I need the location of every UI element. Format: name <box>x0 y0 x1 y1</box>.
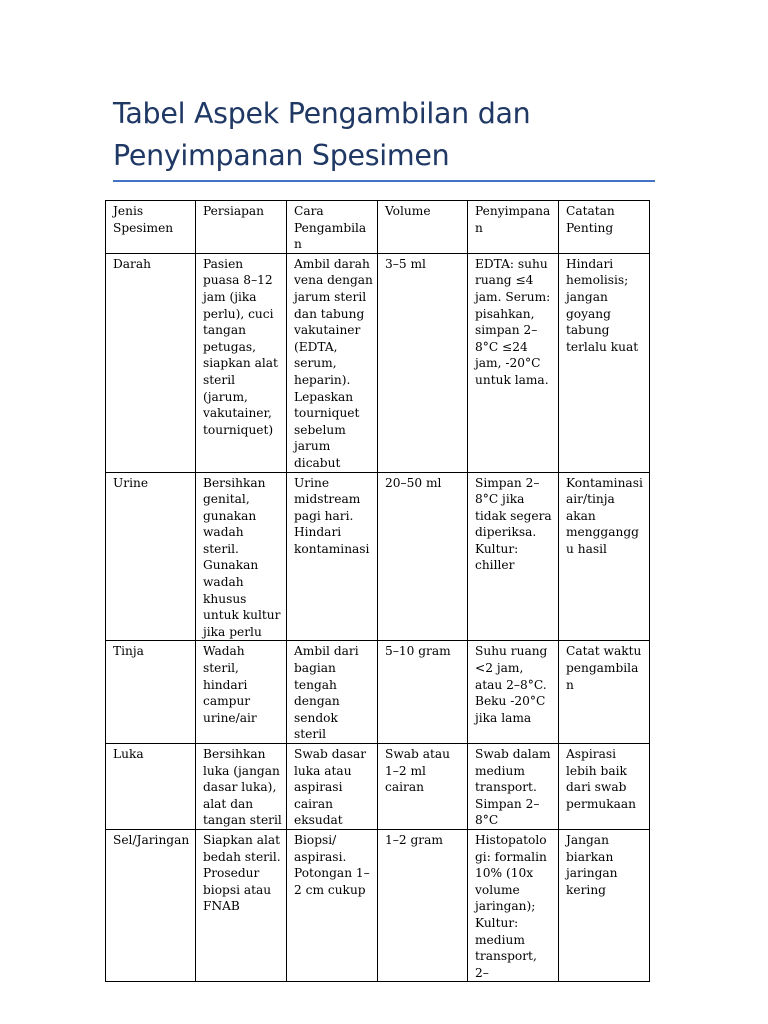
table-cell: Bersihkan genital, gunakan wadah steril. Gunakan wadah khusus untuk kultur jika perlu <box>196 472 287 641</box>
table-cell: 20–50 ml <box>378 472 468 641</box>
table-row <box>106 253 650 472</box>
table-cell: Suhu ruang <2 jam, atau 2–8°C. Beku -20°C jika lama <box>468 641 559 744</box>
header-cell: Penyimpanan <box>468 201 559 254</box>
specimen-table <box>105 200 650 982</box>
header-cell: Cara Pengambilan <box>287 201 378 254</box>
table-cell: Swab dasar luka atau aspirasi cairan eksudat <box>287 744 378 830</box>
table-cell: Aspirasi lebih baik dari swab permukaan <box>559 744 650 830</box>
table-cell: Simpan 2–8°C jika tidak segera diperiksa. Kultur: chiller <box>468 472 559 641</box>
table-cell: Biopsi/ aspirasi. Potongan 1–2 cm cukup <box>287 829 378 981</box>
table-cell: Siapkan alat bedah steril. Prosedur biopsi atau FNAB <box>196 829 287 981</box>
header-cell: Persiapan <box>196 201 287 254</box>
table-cell: 3–5 ml <box>378 253 468 472</box>
table-cell: EDTA: suhu ruang ≤4 jam. Serum: pisahkan, simpan 2–8°C ≤24 jam, -20°C untuk lama. <box>468 253 559 472</box>
table-cell: Histopatologi: formalin 10% (10x volume jaringan); Kultur: medium transport, 2– <box>468 829 559 981</box>
table-row <box>106 744 650 830</box>
table-cell: Ambil dari bagian tengah dengan sendok steril <box>287 641 378 744</box>
table-cell: Catat waktu pengambilan <box>559 641 650 744</box>
table-cell: 5–10 gram <box>378 641 468 744</box>
table-cell: Hindari hemolisis; jangan goyang tabung terlalu kuat <box>559 253 650 472</box>
table-cell: Swab dalam medium transport. Simpan 2–8°C <box>468 744 559 830</box>
table-cell: Luka <box>106 744 196 830</box>
table-cell: Pasien puasa 8–12 jam (jika perlu), cuci tangan petugas, siapkan alat steril (jarum, vakutainer, tourniquet) <box>196 253 287 472</box>
table-cell: Wadah steril, hindari campur urine/air <box>196 641 287 744</box>
table-row <box>106 641 650 744</box>
table-cell: Urine <box>106 472 196 641</box>
table-row <box>106 829 650 981</box>
title-underline <box>113 180 655 182</box>
table-header-row <box>106 201 650 254</box>
header-cell: Volume <box>378 201 468 254</box>
header-cell: Jenis Spesimen <box>106 201 196 254</box>
table-cell: Bersihkan luka (jangan dasar luka), alat dan tangan steril <box>196 744 287 830</box>
page-title: Tabel Aspek Pengambilan dan Penyimpanan Spesimen <box>113 97 531 172</box>
table-row <box>106 472 650 641</box>
table-cell: Sel/Jaringan <box>106 829 196 981</box>
table-cell: Kontaminasi air/tinja akan mengganggu hasil <box>559 472 650 641</box>
table-cell: 1–2 gram <box>378 829 468 981</box>
table-cell: Swab atau 1–2 ml cairan <box>378 744 468 830</box>
table-cell: Jangan biarkan jaringan kering <box>559 829 650 981</box>
table-cell: Tinja <box>106 641 196 744</box>
table-cell: Urine midstream pagi hari. Hindari kontaminasi <box>287 472 378 641</box>
table-cell: Ambil darah vena dengan jarum steril dan tabung vakutainer (EDTA, serum, heparin). Lepaskan tourniquet sebelum jarum dicabut <box>287 253 378 472</box>
header-cell: Catatan Penting <box>559 201 650 254</box>
table-cell: Darah <box>106 253 196 472</box>
